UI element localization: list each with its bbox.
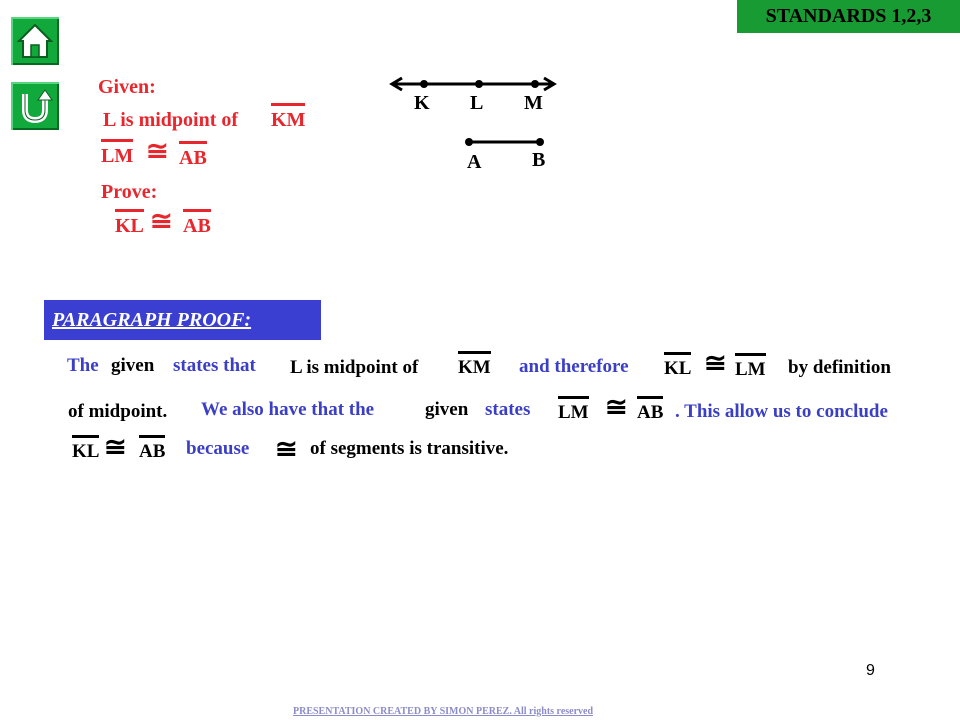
label-b: B (532, 149, 546, 171)
proof-states: states (485, 399, 531, 420)
point-l (475, 80, 483, 88)
proof-transitive: of segments is transitive. (310, 438, 509, 459)
congruent-symbol: ≅ (104, 432, 127, 462)
point-k (420, 80, 428, 88)
congruent-symbol: ≅ (150, 206, 173, 236)
given-segment-km: KM (271, 109, 306, 131)
proof-states-that: states that (173, 355, 256, 376)
proof-and-therefore: and therefore (519, 356, 629, 377)
proof-conclude: . This allow us to conclude (675, 401, 888, 422)
home-button[interactable] (11, 17, 59, 65)
label-a: A (467, 151, 482, 173)
footer-credit-link[interactable]: PRESENTATION CREATED BY SIMON PEREZ. All rights reserved (293, 706, 594, 717)
proof-of-midpoint: of midpoint. (68, 401, 168, 422)
proof-we-also-have: We also have that the (201, 399, 375, 420)
prove-heading: Prove: (101, 181, 158, 203)
proof-given-2: given (425, 399, 469, 420)
given-segment-lm: LM (101, 145, 134, 167)
standards-label: STANDARDS 1,2,3 (737, 0, 960, 33)
prove-segment-ab: AB (183, 215, 211, 237)
paragraph-proof-header: PARAGRAPH PROOF: (44, 300, 321, 340)
proof-given: given (111, 355, 155, 376)
given-heading: Given: (98, 76, 156, 98)
proof-segment-ab: AB (637, 402, 664, 423)
proof-segment-lm-2: LM (558, 402, 589, 423)
point-b (536, 138, 544, 146)
page-number: 9 (866, 662, 875, 679)
proof-midpoint-text: L is midpoint of (290, 357, 419, 378)
proof-segment-ab-2: AB (139, 441, 166, 462)
given-segment-ab: AB (179, 147, 207, 169)
congruent-symbol: ≅ (704, 348, 727, 378)
proof-the: The (67, 355, 99, 376)
u-turn-back-icon (11, 82, 59, 130)
back-button[interactable] (11, 82, 59, 130)
home-icon (11, 17, 59, 65)
label-m: M (524, 92, 543, 114)
label-k: K (414, 92, 430, 114)
given-midpoint-text: L is midpoint of (103, 109, 239, 131)
proof-segment-lm: LM (735, 359, 766, 380)
proof-segment-kl: KL (664, 358, 692, 379)
point-a (465, 138, 473, 146)
proof-segment-kl-2: KL (72, 441, 100, 462)
line-klm (392, 78, 554, 90)
proof-by-definition: by definition (788, 357, 891, 378)
label-l: L (470, 92, 484, 114)
congruent-symbol: ≅ (146, 136, 169, 166)
segment-ab (465, 138, 544, 146)
congruent-symbol: ≅ (275, 434, 298, 464)
proof-because: because (186, 438, 250, 459)
congruent-symbol: ≅ (605, 392, 628, 422)
proof-segment-km: KM (458, 357, 491, 378)
point-m (531, 80, 539, 88)
prove-segment-kl: KL (115, 215, 144, 237)
